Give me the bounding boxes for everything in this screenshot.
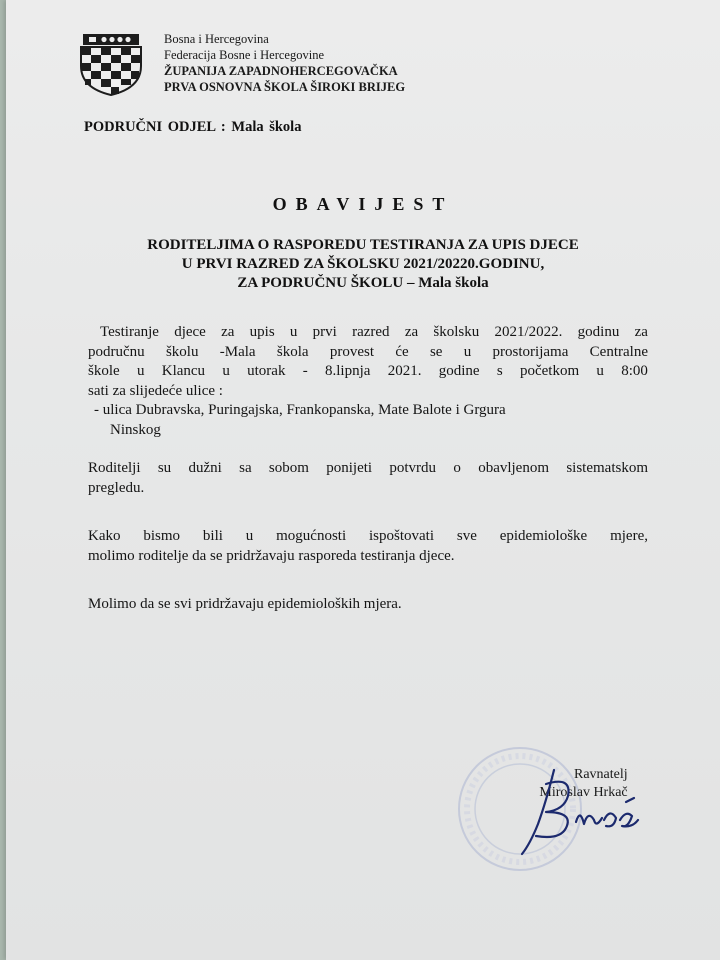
justified-line: [88, 343, 648, 363]
word: u: [245, 528, 254, 544]
word: Roditelji: [88, 460, 141, 476]
justified-line: [88, 527, 648, 547]
header-school: PRVA OSNOVNA ŠKOLA ŠIROKI BRIJEG: [164, 80, 406, 94]
word: ispoštovati: [369, 528, 435, 544]
word: epidemiološke: [499, 528, 588, 544]
paragraph-line: molimo roditelje da se pridržavaju rasporeda testiranja djece.: [88, 547, 455, 564]
word: u: [289, 324, 298, 340]
word: Centralne: [589, 343, 648, 360]
word: školsku: [433, 324, 480, 340]
word: Kako: [88, 528, 121, 544]
word: godinu: [577, 324, 620, 340]
signatory-name: Miroslav Hrkač: [539, 785, 628, 800]
paragraph-testing: [88, 323, 648, 440]
word: mjere,: [610, 528, 648, 544]
subtitle-line-1: RODITELJIMA O RASPOREDU TESTIRANJA ZA UPIS DJECE: [147, 237, 579, 253]
department-line: PODRUČNI ODJEL : Mala škola: [84, 119, 302, 135]
subtitle-line-2: U PRVI RAZRED ZA ŠKOLSKU 2021/20220.GODINU,: [181, 256, 545, 272]
paragraph-epidemiological: [88, 527, 648, 566]
header-federation: Federacija Bosne i Hercegovine: [164, 48, 325, 62]
word: Klancu: [161, 363, 206, 379]
word: o: [453, 460, 461, 476]
word: sistematskom: [566, 460, 648, 476]
justified-line: [88, 323, 648, 343]
word: Testiranje: [100, 324, 159, 340]
justified-line: [88, 459, 648, 479]
word: utorak: [247, 363, 286, 379]
paragraph-line: pregledu.: [88, 479, 145, 496]
word: prvi: [312, 324, 337, 340]
word: 8:00: [621, 363, 648, 379]
word: prostorijama: [492, 343, 569, 360]
word: početkom: [519, 363, 580, 379]
word: u: [136, 363, 145, 379]
word: 2021/2022.: [494, 324, 563, 340]
word: dužni: [188, 460, 222, 476]
word: sa: [239, 460, 252, 476]
word: za: [404, 324, 419, 340]
word: za: [221, 324, 235, 340]
word: bismo: [143, 528, 181, 544]
word: -Mala: [219, 343, 256, 360]
word: škola: [276, 343, 309, 360]
paragraph-confirmation: [88, 459, 648, 498]
word: u: [222, 363, 230, 379]
signatory-role: Ravnatelj: [574, 767, 628, 782]
word: 2021.: [387, 363, 422, 379]
word: -: [302, 363, 308, 379]
subtitle-line-3: ZA PODRUČNU ŠKOLU – Mala škola: [237, 275, 489, 291]
handwritten-signature: [476, 762, 651, 862]
word: bili: [202, 528, 223, 544]
word: upis: [249, 324, 275, 340]
word: obavljenom: [478, 460, 550, 476]
word: za: [634, 324, 648, 340]
word: sobom: [268, 460, 309, 476]
word: sve: [456, 528, 477, 544]
paragraph-closing: [88, 595, 648, 615]
street-list-item: - ulica Dubravska, Puringajska, Frankopanska, Mate Balote i Grgura: [94, 402, 506, 418]
street-list-continuation: Ninskog: [110, 421, 161, 438]
word: potvrdu: [389, 460, 437, 476]
word: u: [463, 343, 472, 360]
notice-title: OBAVIJEST: [272, 194, 454, 214]
paragraph-line: Molimo da se svi pridržavaju epidemioloških mjera.: [88, 596, 402, 612]
word: s: [496, 363, 503, 379]
word: područnu: [88, 343, 145, 360]
word: u: [596, 363, 604, 379]
word: su: [157, 460, 172, 476]
justified-line: [88, 362, 648, 382]
word: djece: [174, 324, 206, 340]
word: školu: [165, 343, 199, 360]
word: se: [429, 343, 443, 360]
word: ponijeti: [326, 460, 373, 476]
notice-body: [88, 323, 648, 615]
header-country: Bosna i Hercegovina: [164, 32, 269, 46]
paragraph-line: sati za slijedeće ulice :: [88, 382, 223, 399]
word: će: [395, 343, 409, 360]
word: provest: [329, 343, 375, 360]
word: razred: [352, 324, 390, 340]
school-crest-logo: [77, 32, 145, 96]
header-county: ŽUPANIJA ZAPADNOHERCEGOVAČKA: [164, 64, 398, 78]
institution-header: [164, 31, 405, 95]
word: škole: [88, 363, 120, 379]
word: godine: [438, 363, 480, 379]
notice-subtitle: [6, 236, 720, 293]
word: mogućnosti: [276, 528, 347, 544]
word: 8.lipnja: [325, 363, 371, 379]
document-page: [6, 0, 720, 960]
